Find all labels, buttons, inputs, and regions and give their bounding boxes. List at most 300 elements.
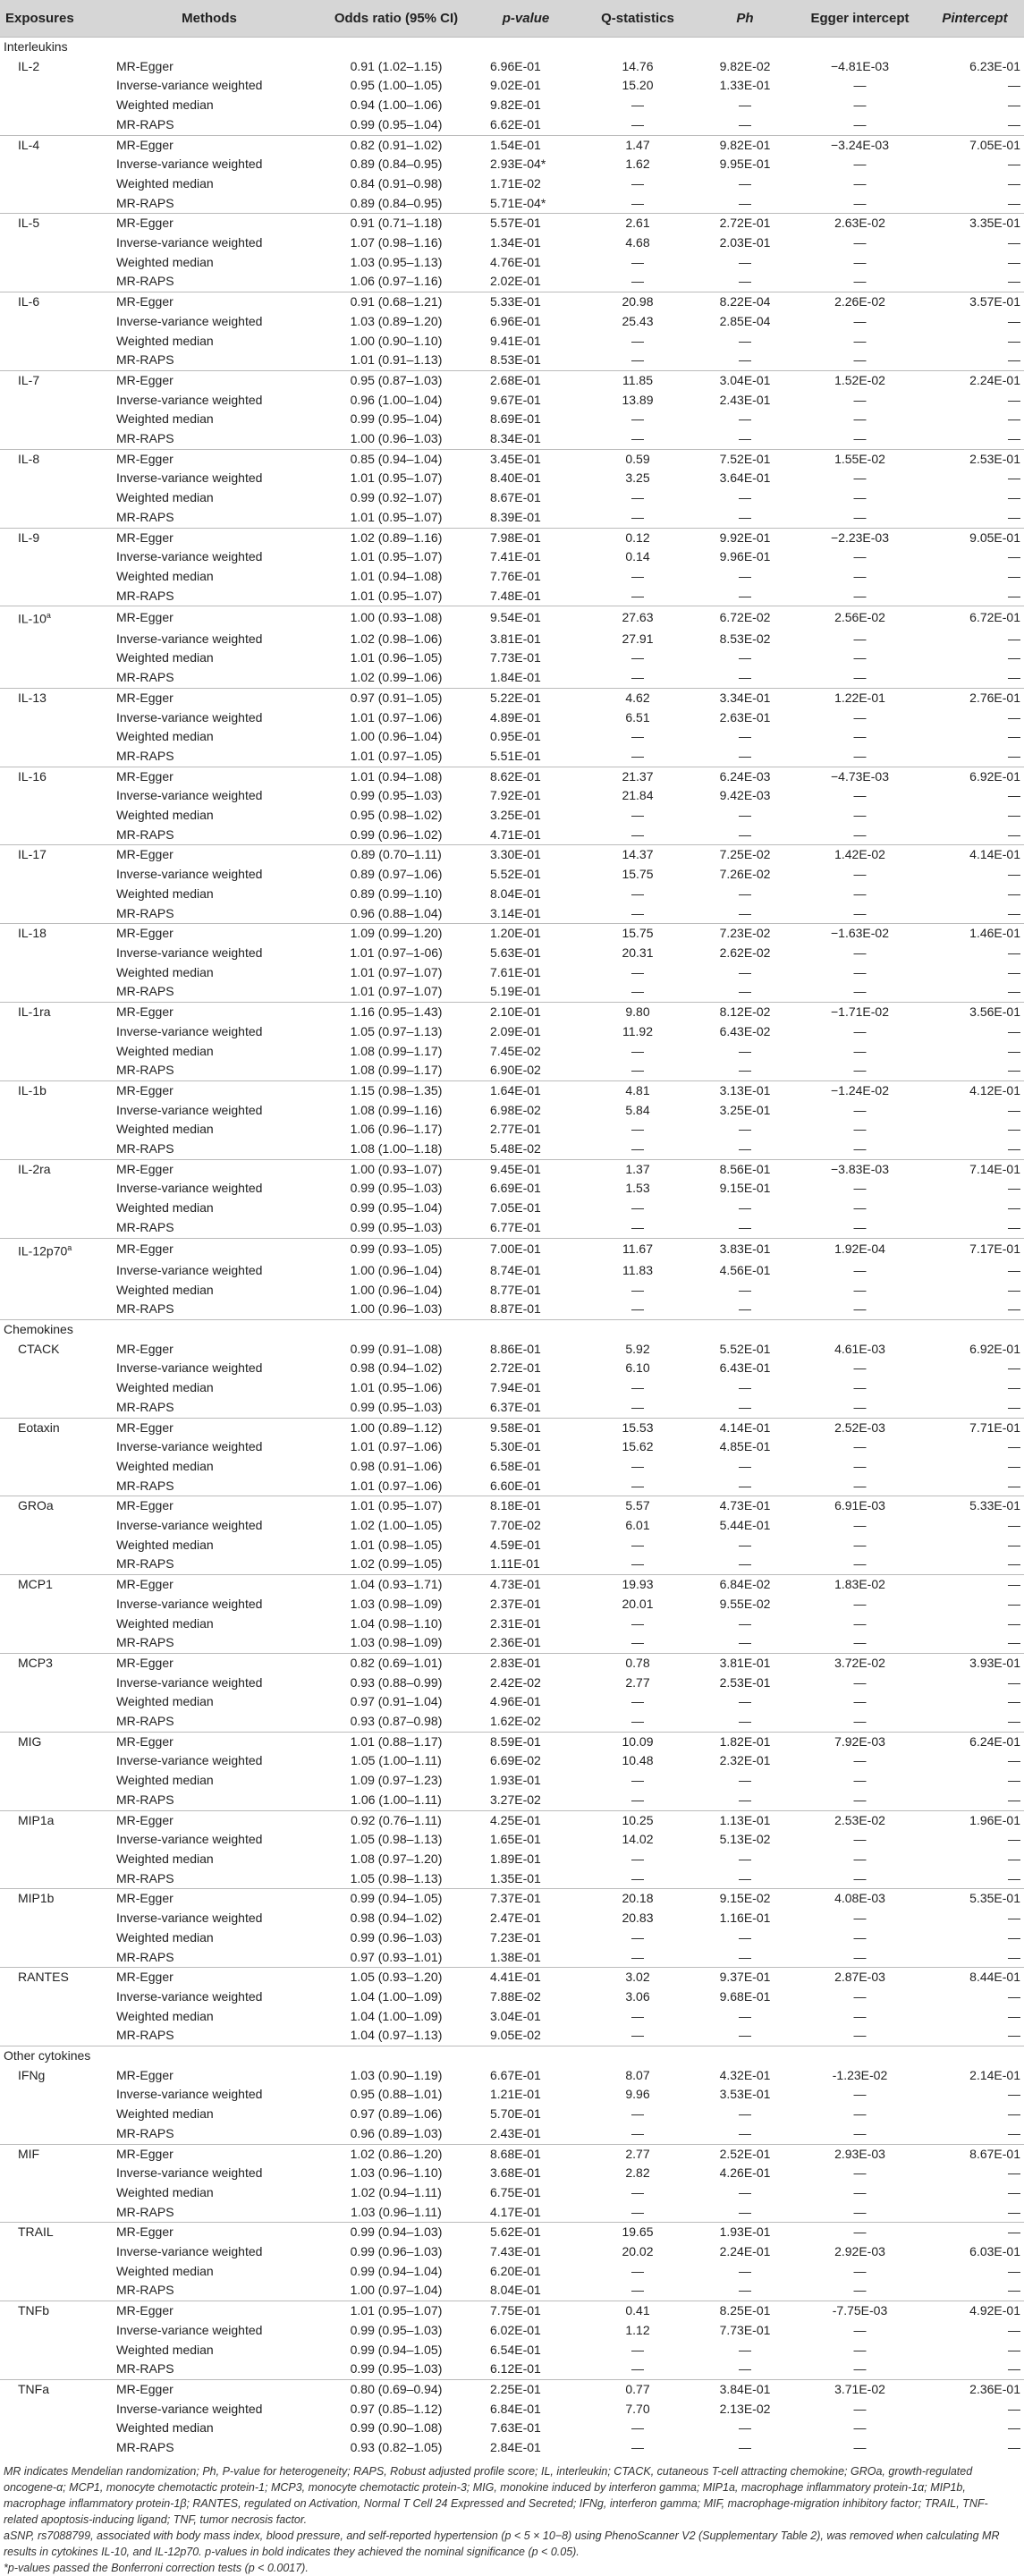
- exposure-cell: [0, 1575, 98, 1595]
- exposure-cell: [0, 1555, 98, 1574]
- p-value-cell: 6.96E-01: [490, 58, 541, 73]
- odds-ratio-cell: 0.93 (0.82–1.05): [350, 2440, 443, 2455]
- header-exposures: Exposures: [0, 0, 98, 38]
- odds-ratio-cell: 0.95 (1.00–1.05): [350, 78, 443, 93]
- table-row: [0, 1850, 1024, 1869]
- q-statistic-cell: 0.41: [580, 2301, 696, 2321]
- p-value-cell: 8.87E-01: [490, 1301, 541, 1317]
- p-intercept-cell: —: [1008, 826, 1020, 842]
- exposure-cell: [0, 1595, 98, 1614]
- header-odds-ratio: Odds ratio (95% CI): [320, 0, 472, 38]
- p-intercept-cell: 8.44E-01: [926, 1968, 1024, 1987]
- exposure-cell: [0, 253, 98, 273]
- p-value-cell: 2.93E-04*: [490, 157, 546, 172]
- egger-intercept-cell: −1.63E-02: [794, 924, 926, 944]
- exposure-name: TRAIL: [18, 2224, 54, 2240]
- ph-cell: 9.96E-01: [719, 549, 771, 564]
- p-intercept-cell: —: [1008, 1200, 1020, 1216]
- p-value-cell: 2.31E-01: [490, 1615, 541, 1631]
- odds-ratio-cell: 0.99 (0.93–1.05): [320, 1238, 472, 1261]
- table-row: [0, 1674, 1024, 1693]
- exposure-cell: [0, 1261, 98, 1281]
- exposure-name: IL-13: [18, 690, 47, 705]
- ph-cell: 9.82E-02: [719, 58, 771, 73]
- p-value-cell: 7.48E-01: [490, 588, 541, 603]
- method-cell: MR-Egger: [98, 1653, 320, 1673]
- exposure-name: MCP1: [18, 1577, 53, 1592]
- p-value-cell: 4.89E-01: [490, 709, 541, 724]
- q-statistic-cell: —: [631, 2263, 644, 2278]
- odds-ratio-cell: 0.99 (0.90–1.08): [350, 2420, 443, 2436]
- category-row: [0, 1320, 1024, 1340]
- ph-cell: 1.93E-01: [696, 2223, 794, 2242]
- p-intercept-cell: —: [1008, 2322, 1020, 2337]
- p-intercept-cell: 3.35E-01: [926, 214, 1024, 233]
- method-cell: MR-RAPS: [116, 905, 174, 920]
- exposure-cell: [0, 924, 98, 944]
- exposure-name: IL-4: [18, 137, 40, 152]
- table-row: [0, 1653, 1024, 1673]
- table-row: [0, 845, 1024, 865]
- egger-intercept-cell: —: [853, 886, 867, 901]
- exposure-cell: [0, 76, 98, 96]
- header-p-value: p-value: [472, 0, 580, 38]
- q-statistic-cell: 20.31: [622, 945, 654, 960]
- method-cell: Weighted median: [116, 1615, 214, 1631]
- egger-intercept-cell: —: [853, 1458, 867, 1473]
- table-row: [0, 1830, 1024, 1850]
- ph-cell: —: [739, 431, 751, 446]
- p-value-cell: 6.69E-01: [490, 1181, 541, 1196]
- table-row: [0, 2281, 1024, 2301]
- p-intercept-cell: 6.23E-01: [969, 58, 1020, 73]
- p-value-cell: 6.02E-01: [490, 2322, 541, 2337]
- p-value-cell: 7.98E-01: [472, 528, 580, 547]
- method-cell: Weighted median: [116, 1458, 214, 1473]
- exposure-cell: [0, 1159, 98, 1179]
- q-statistic-cell: 19.65: [580, 2223, 696, 2242]
- exposure-cell: [0, 630, 98, 649]
- odds-ratio-cell: 1.08 (0.99–1.16): [350, 1102, 443, 1117]
- method-cell: MR-RAPS: [116, 352, 174, 368]
- odds-ratio-cell: 1.01 (0.95–1.06): [350, 1380, 443, 1395]
- egger-intercept-cell: 1.52E-02: [794, 370, 926, 390]
- table-row: [0, 1516, 1024, 1536]
- egger-intercept-cell: —: [853, 670, 867, 685]
- exposure-cell: [0, 963, 98, 983]
- q-statistic-cell: 2.77: [625, 1674, 650, 1690]
- p-intercept-cell: —: [1008, 1380, 1020, 1395]
- q-statistic-cell: —: [631, 274, 644, 289]
- table-row: [0, 1477, 1024, 1496]
- ph-cell: —: [739, 905, 751, 920]
- exposure-cell: [0, 648, 98, 668]
- table-row: [0, 1987, 1024, 2007]
- exposure-name: IL-8: [18, 451, 40, 466]
- exposure-cell: [0, 214, 98, 233]
- ph-cell: 5.44E-01: [719, 1518, 771, 1533]
- p-intercept-cell: —: [1008, 2283, 1020, 2298]
- q-statistic-cell: —: [631, 1043, 644, 1058]
- p-value-cell: 8.59E-01: [472, 1732, 580, 1751]
- exposure-name: IL-12p70: [18, 1243, 68, 1258]
- egger-intercept-cell: —: [853, 1870, 867, 1885]
- table-row: [0, 1614, 1024, 1634]
- exposure-cell: [0, 1457, 98, 1477]
- p-value-cell: 9.58E-01: [472, 1418, 580, 1437]
- odds-ratio-cell: 0.99 (0.95–1.04): [350, 411, 443, 427]
- exposure-cell: [0, 1199, 98, 1218]
- method-cell: Inverse-variance weighted: [116, 1518, 263, 1533]
- exposure-cell: [0, 587, 98, 606]
- egger-intercept-cell: —: [853, 2028, 867, 2043]
- odds-ratio-cell: 0.84 (0.91–0.98): [350, 175, 443, 191]
- ph-cell: 9.68E-01: [719, 1988, 771, 2004]
- egger-intercept-cell: —: [853, 1988, 867, 2004]
- egger-intercept-cell: —: [853, 1714, 867, 1729]
- p-value-cell: 6.90E-02: [490, 1063, 541, 1078]
- p-intercept-cell: 2.24E-01: [926, 370, 1024, 390]
- table-row: [0, 1496, 1024, 1516]
- method-cell: Weighted median: [116, 411, 214, 427]
- exposure-cell: [0, 708, 98, 728]
- p-intercept-cell: —: [1008, 945, 1020, 960]
- table-row: [0, 351, 1024, 370]
- method-cell: MR-Egger: [98, 1238, 320, 1261]
- method-cell: MR-Egger: [98, 688, 320, 708]
- exposure-cell: [0, 2360, 98, 2379]
- odds-ratio-cell: 1.00 (0.96–1.04): [350, 1282, 443, 1297]
- egger-intercept-cell: —: [853, 2263, 867, 2278]
- egger-intercept-cell: —: [853, 1102, 867, 1117]
- odds-ratio-cell: 1.01 (0.97–1.06): [350, 1439, 443, 1454]
- exposure-name: TNFb: [18, 2303, 49, 2318]
- exposure-cell: [0, 2124, 98, 2144]
- p-intercept-cell: —: [1008, 116, 1020, 131]
- method-cell: Weighted median: [116, 1694, 214, 1709]
- method-cell: Inverse-variance weighted: [116, 2244, 263, 2259]
- ph-cell: 6.24E-03: [696, 767, 794, 786]
- ph-cell: 2.53E-01: [719, 1674, 771, 1690]
- method-cell: MR-RAPS: [116, 1949, 174, 1964]
- q-statistic-cell: —: [631, 1200, 644, 1216]
- footnote-asterisk: *p-values passed the Bonferroni correction tests (p < 0.0017).: [4, 2561, 309, 2574]
- odds-ratio-cell: 0.99 (0.94–1.05): [350, 2342, 443, 2357]
- p-intercept-cell: 6.24E-01: [926, 1732, 1024, 1751]
- odds-ratio-cell: 1.16 (0.95–1.43): [320, 1003, 472, 1022]
- table-row: [0, 449, 1024, 469]
- p-value-cell: 9.67E-01: [490, 392, 541, 407]
- method-cell: Inverse-variance weighted: [116, 867, 263, 882]
- p-value-cell: 8.74E-01: [490, 1262, 541, 1277]
- method-cell: Inverse-variance weighted: [116, 235, 263, 250]
- exposure-cell: [0, 2203, 98, 2223]
- p-intercept-cell: —: [1008, 1478, 1020, 1493]
- method-cell: Inverse-variance weighted: [116, 78, 263, 93]
- p-value-cell: 3.25E-01: [490, 808, 541, 823]
- method-cell: MR-Egger: [98, 1575, 320, 1595]
- p-value-cell: 8.39E-01: [490, 509, 541, 524]
- category-row: [0, 38, 1024, 57]
- p-value-cell: 1.89E-01: [490, 1852, 541, 1866]
- table-row: [0, 2144, 1024, 2164]
- q-statistic-cell: —: [631, 1949, 644, 1964]
- p-value-cell: 5.33E-01: [472, 292, 580, 312]
- header-egger-intercept: Egger intercept: [794, 0, 926, 38]
- table-row: [0, 2026, 1024, 2046]
- q-statistic-cell: 1.47: [580, 135, 696, 155]
- exposure-cell: [0, 668, 98, 688]
- table-row: [0, 2360, 1024, 2379]
- ph-cell: —: [739, 2204, 751, 2219]
- q-statistic-cell: —: [631, 1615, 644, 1631]
- exposure-cell: [0, 1179, 98, 1199]
- egger-intercept-cell: —: [853, 333, 867, 348]
- ph-cell: 2.13E-02: [719, 2401, 771, 2416]
- table-row: [0, 2164, 1024, 2183]
- p-value-cell: 5.57E-01: [472, 214, 580, 233]
- odds-ratio-cell: 0.97 (0.89–1.06): [350, 2106, 443, 2122]
- ph-cell: 6.43E-02: [719, 1023, 771, 1038]
- table-row: [0, 272, 1024, 292]
- table-row: [0, 1712, 1024, 1732]
- q-statistic-cell: —: [631, 1773, 644, 1788]
- header-ph: Ph: [696, 0, 794, 38]
- table-row: [0, 1948, 1024, 1968]
- odds-ratio-cell: 0.96 (0.88–1.04): [350, 905, 443, 920]
- exposure-cell: [0, 767, 98, 786]
- q-statistic-cell: —: [631, 1141, 644, 1157]
- ph-cell: 2.63E-01: [719, 709, 771, 724]
- method-cell: MR-RAPS: [116, 670, 174, 685]
- odds-ratio-cell: 0.99 (0.95–1.03): [350, 2361, 443, 2377]
- q-statistic-cell: —: [631, 670, 644, 685]
- method-cell: MR-Egger: [116, 2067, 173, 2082]
- category-label: Interleukins: [0, 38, 1024, 57]
- method-cell: MR-RAPS: [116, 1478, 174, 1493]
- egger-intercept-cell: —: [853, 1635, 867, 1650]
- q-statistic-cell: 25.43: [622, 313, 654, 328]
- exposure-cell: [0, 508, 98, 528]
- q-statistic-cell: 11.85: [580, 370, 696, 390]
- table-row: [0, 1536, 1024, 1555]
- q-statistic-cell: —: [631, 333, 644, 348]
- q-statistic-cell: 6.10: [625, 1360, 650, 1376]
- method-cell: Inverse-variance weighted: [116, 945, 263, 960]
- p-value-cell: 1.38E-01: [490, 1949, 541, 1964]
- method-cell: MR-Egger: [98, 2144, 320, 2164]
- egger-intercept-cell: —: [853, 1219, 867, 1234]
- p-value-cell: 7.43E-01: [490, 2244, 541, 2259]
- q-statistic-cell: —: [631, 1635, 644, 1650]
- egger-intercept-cell: —: [853, 1301, 867, 1317]
- table-row: [0, 1061, 1024, 1080]
- ph-cell: —: [739, 2440, 751, 2455]
- p-intercept-cell: —: [1008, 1929, 1020, 1945]
- p-value-cell: 7.37E-01: [472, 1889, 580, 1909]
- p-value-cell: 1.54E-01: [472, 135, 580, 155]
- table-row: [0, 806, 1024, 826]
- p-value-cell: 7.73E-01: [490, 650, 541, 665]
- p-intercept-cell: —: [1008, 2401, 1020, 2416]
- odds-ratio-cell: 0.82 (0.91–1.02): [320, 135, 472, 155]
- method-cell: MR-RAPS: [116, 1792, 174, 1807]
- q-statistic-cell: —: [631, 1537, 644, 1552]
- egger-intercept-cell: 3.71E-02: [794, 2379, 926, 2399]
- q-statistic-cell: 0.14: [625, 549, 650, 564]
- q-statistic-cell: 14.37: [580, 845, 696, 865]
- footnote-a: aSNP, rs7088799, associated with body mass index, blood pressure, and self-reported hypertension (p < 5 × 10−8) using PhenoScanner V2 (Supplementary Table 2), was removed when calculating MR results in cytokines IL-10, and IL-12p70. p-values in bold indicates they achieved the nominal significance (p < 0.05).: [4, 2529, 1000, 2558]
- q-statistic-cell: 11.67: [580, 1238, 696, 1261]
- p-intercept-cell: —: [1008, 1262, 1020, 1277]
- header-q-statistics: Q-statistics: [580, 0, 696, 38]
- egger-intercept-cell: —: [853, 274, 867, 289]
- ph-cell: 7.52E-01: [696, 449, 794, 469]
- table-row: [0, 2203, 1024, 2223]
- p-intercept-cell: —: [1008, 2087, 1020, 2102]
- method-cell: MR-RAPS: [116, 826, 174, 842]
- p-value-cell: 6.62E-01: [490, 116, 541, 131]
- p-value-cell: 0.95E-01: [490, 729, 541, 744]
- q-statistic-cell: —: [631, 1714, 644, 1729]
- egger-intercept-cell: —: [853, 1773, 867, 1788]
- egger-intercept-cell: —: [853, 1518, 867, 1533]
- ph-cell: 4.73E-01: [696, 1496, 794, 1516]
- p-value-cell: 7.61E-01: [490, 964, 541, 979]
- p-intercept-cell: —: [1008, 2165, 1020, 2181]
- table-row: [0, 135, 1024, 155]
- egger-intercept-cell: —: [853, 2087, 867, 2102]
- egger-intercept-cell: —: [853, 1949, 867, 1964]
- table-row: [0, 2242, 1024, 2262]
- table-row: [0, 924, 1024, 944]
- p-value-cell: 1.84E-01: [490, 670, 541, 685]
- p-intercept-cell: —: [1008, 984, 1020, 999]
- exposure-cell: [0, 982, 98, 1002]
- q-statistic-cell: 5.57: [580, 1496, 696, 1516]
- ph-cell: 1.33E-01: [719, 78, 771, 93]
- ph-cell: —: [739, 1380, 751, 1395]
- table-row: [0, 155, 1024, 174]
- p-intercept-cell: —: [1008, 235, 1020, 250]
- ph-cell: —: [739, 964, 751, 979]
- odds-ratio-cell: 1.03 (0.98–1.09): [350, 1635, 443, 1650]
- odds-ratio-cell: 0.97 (0.91–1.05): [320, 688, 472, 708]
- ph-cell: —: [739, 254, 751, 269]
- p-value-cell: 6.67E-01: [490, 2067, 541, 2082]
- ph-cell: —: [739, 195, 751, 210]
- odds-ratio-cell: 0.95 (0.98–1.02): [350, 808, 443, 823]
- table-row: [0, 547, 1024, 567]
- p-value-cell: 9.82E-01: [490, 97, 541, 113]
- p-intercept-cell: —: [1008, 2028, 1020, 2043]
- p-value-cell: 3.04E-01: [490, 2008, 541, 2023]
- table-row: [0, 885, 1024, 904]
- p-value-cell: 4.71E-01: [490, 826, 541, 842]
- exposure-cell: [0, 1101, 98, 1121]
- table-row: [0, 1398, 1024, 1418]
- exposure-name: IL-9: [18, 530, 40, 545]
- p-intercept-cell: 5.33E-01: [926, 1496, 1024, 1516]
- ph-cell: —: [739, 274, 751, 289]
- p-value-cell: 8.53E-01: [490, 352, 541, 368]
- q-statistic-cell: 15.62: [622, 1439, 654, 1454]
- egger-intercept-cell: —: [853, 631, 867, 646]
- method-cell: MR-Egger: [98, 1003, 320, 1022]
- table-row: [0, 391, 1024, 411]
- exposure-cell: [0, 1238, 98, 1261]
- q-statistic-cell: —: [631, 1399, 644, 1414]
- ph-cell: —: [739, 1852, 751, 1866]
- table-row: [0, 1238, 1024, 1261]
- p-value-cell: 6.58E-01: [490, 1458, 541, 1473]
- egger-intercept-cell: 1.55E-02: [794, 449, 926, 469]
- ph-cell: —: [739, 748, 751, 763]
- exposure-cell: [0, 1751, 98, 1771]
- q-statistic-cell: 5.92: [625, 1341, 650, 1356]
- table-row: [0, 2400, 1024, 2419]
- ph-cell: —: [739, 1219, 751, 1234]
- exposure-cell: [0, 1042, 98, 1062]
- table-row: [0, 1751, 1024, 1771]
- egger-intercept-cell: —: [853, 905, 867, 920]
- q-statistic-cell: —: [631, 984, 644, 999]
- q-statistic-cell: —: [631, 431, 644, 446]
- p-intercept-cell: 4.12E-01: [926, 1080, 1024, 1100]
- exposure-cell: [0, 1674, 98, 1693]
- method-cell: MR-Egger: [98, 528, 320, 547]
- table-row: [0, 1378, 1024, 1398]
- p-value-cell: 4.25E-01: [472, 1810, 580, 1830]
- exposure-cell: [0, 1477, 98, 1496]
- ph-cell: —: [739, 1929, 751, 1945]
- egger-intercept-cell: 2.53E-02: [794, 1810, 926, 1830]
- q-statistic-cell: —: [631, 1301, 644, 1317]
- p-value-cell: 2.10E-01: [472, 1003, 580, 1022]
- table-row: [0, 1159, 1024, 1179]
- ph-cell: —: [739, 984, 751, 999]
- p-intercept-cell: —: [1008, 97, 1020, 113]
- table-row: [0, 233, 1024, 253]
- q-statistic-cell: —: [631, 1694, 644, 1709]
- method-cell: MR-Egger: [98, 606, 320, 630]
- p-intercept-cell: —: [1008, 1674, 1020, 1690]
- ph-cell: —: [739, 1694, 751, 1709]
- q-statistic-cell: 3.25: [625, 470, 650, 486]
- q-statistic-cell: 10.48: [622, 1753, 654, 1768]
- ph-cell: 9.15E-02: [696, 1889, 794, 1909]
- exposure-cell: [0, 1340, 98, 1360]
- ph-cell: 9.15E-01: [719, 1181, 771, 1196]
- p-value-cell: 9.54E-01: [472, 606, 580, 630]
- odds-ratio-cell: 1.03 (0.98–1.09): [350, 1596, 443, 1611]
- q-statistic-cell: —: [631, 650, 644, 665]
- p-intercept-cell: —: [1008, 1596, 1020, 1611]
- p-intercept-cell: 1.46E-01: [926, 924, 1024, 944]
- exposure-cell: [0, 1633, 98, 1653]
- p-value-cell: 5.48E-02: [490, 1141, 541, 1157]
- exposure-cell: [0, 567, 98, 587]
- egger-intercept-cell: —: [853, 2204, 867, 2219]
- exposure-cell: [0, 2144, 98, 2164]
- p-value-cell: 1.34E-01: [490, 235, 541, 250]
- method-cell: Inverse-variance weighted: [116, 1262, 263, 1277]
- ph-cell: —: [739, 1282, 751, 1297]
- exposure-cell: [0, 1536, 98, 1555]
- p-intercept-cell: —: [1008, 2106, 1020, 2122]
- exposure-name: GROa: [18, 1498, 54, 1513]
- method-cell: MR-Egger: [98, 1159, 320, 1179]
